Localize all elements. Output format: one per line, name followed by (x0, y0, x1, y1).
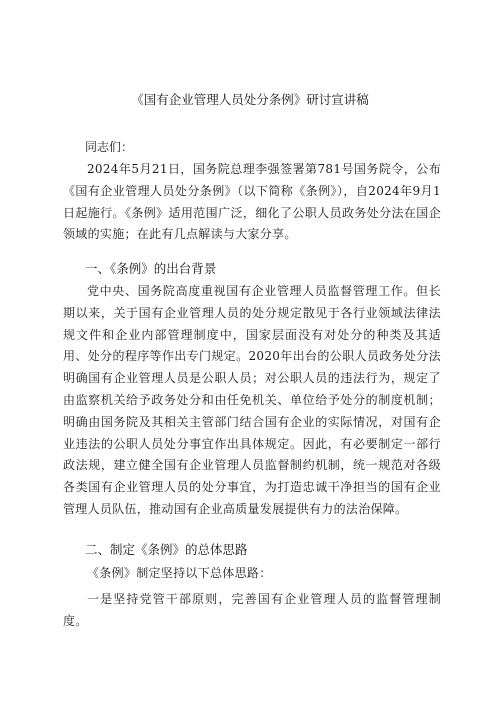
approach-point-1-text: 一是坚持党管干部原则，完善国有企业管理人员的监督管理制度。 (63, 592, 441, 628)
background-paragraph (63, 281, 441, 521)
salutation: 同志们： (85, 140, 134, 154)
approach-point-1 (63, 589, 441, 633)
intro-paragraph (63, 159, 441, 246)
approach-intro-paragraph (63, 563, 441, 585)
section-heading-approach: 二、制定《条例》的总体思路 (85, 542, 248, 557)
document-title: 《国有企业管理人员处分条例》研讨宣讲稿 (131, 92, 369, 107)
section-heading-background: 一、《条例》的出台背景 (85, 261, 217, 276)
background-text: 党中央、国务院高度重视国有企业管理人员监督管理工作。但长期以来，关于国有企业管理人员的处分规定散见于各行业领域法律法规文件和企业内部管理制度中，国家层面没有对处分的种类及其适用、处分的程序等作出专门规定。2020年出台的公职人员政务处分法明确国有企业管理人员是公职人员；对公职人员的违法行为，规定了由监察机关给予政务处分和由任免机关、单位给予处分的制度机制；明确由国务院及其相关主管部门结合国有企业的实际情况，对国有企业违法的公职人员处分事宜作出具体规定。因此，有必要制定一部行政法规，建立健全国有企业管理人员监督制约机制，统一规范对各级各类国有企业管理人员的处分事宜，为打造忠诚干净担当的国有企业管理人员队伍，推动国有企业高质量发展提供有力的法治保障。 (63, 284, 441, 516)
intro-text: 2024年5月21日，国务院总理李强签署第781号国务院令，公布《国有企业管理人员处分条例》（以下简称《条例》），自2024年9月1日起施行。《条例》适用范围广泛，细化了公职人员政务处分法在国企领域的实施；在此有几点解读与大家分享。 (63, 162, 441, 242)
approach-intro-text: 《条例》制定坚持以下总体思路： (87, 566, 272, 580)
